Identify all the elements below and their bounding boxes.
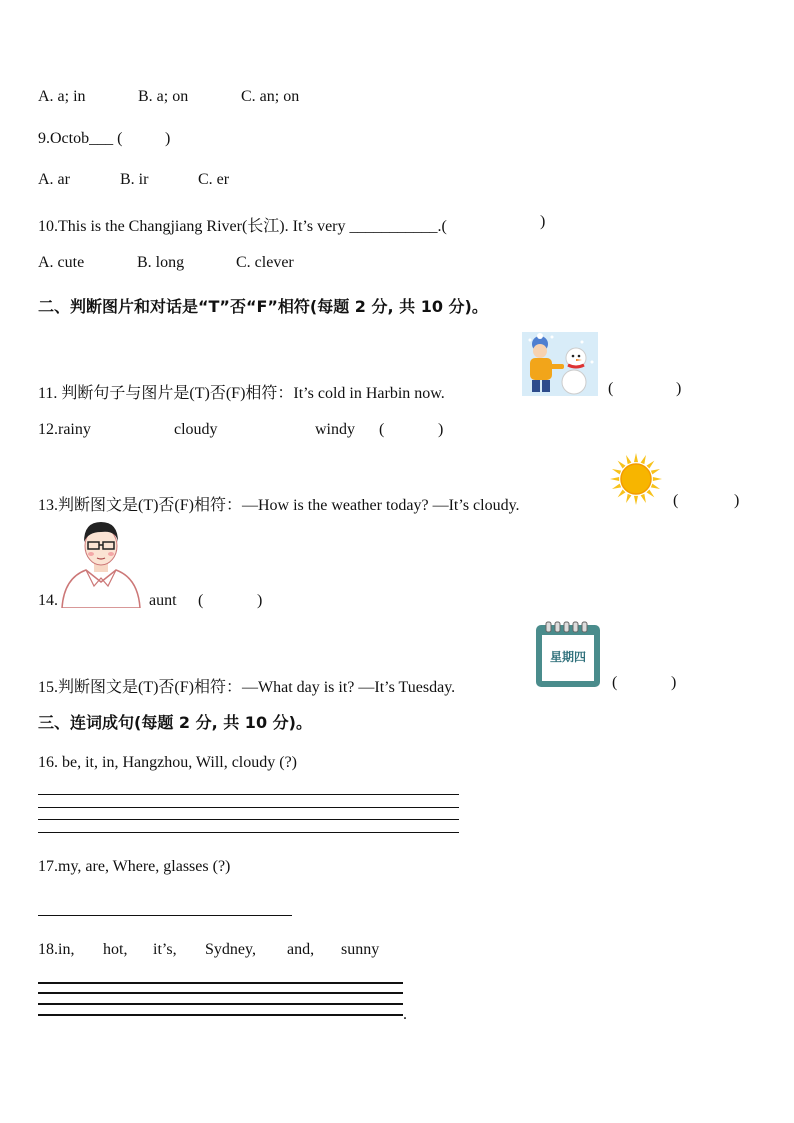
sun-image: [608, 451, 664, 507]
q16-answer-line-2[interactable]: [38, 807, 459, 808]
sun-ray: [626, 494, 631, 503]
q11-paren-open: (: [608, 380, 614, 397]
sun-ray: [618, 489, 626, 497]
section-2-title: 二、判断图片和对话是“T”否“F”相符(每题 2 分, 共 10 分)。: [38, 297, 488, 316]
snowman-child-image: [522, 332, 598, 396]
q16-answer-line-1[interactable]: [38, 794, 459, 795]
q18-word-5: and,: [287, 941, 315, 958]
q18-answer-line-3[interactable]: [38, 1003, 403, 1005]
q8-option-b: B. a; on: [138, 88, 189, 105]
q18-word-6: sunny: [341, 941, 380, 958]
q10-stem: 10.This is the Changjiang River(长江). It’s very ___________.(: [38, 218, 447, 235]
q18-word-3: it’s,: [153, 941, 177, 958]
q17-text: 17.my, are, Where, glasses (?): [38, 858, 231, 875]
q17-answer-line[interactable]: [38, 915, 292, 916]
q9-answer-close: ): [165, 130, 171, 147]
sun-ray: [612, 484, 621, 489]
snowman-icon: [522, 332, 598, 396]
q12-word-cloudy: cloudy: [174, 421, 218, 438]
q9-option-c: C. er: [198, 171, 230, 188]
q14-paren-close: ): [257, 592, 263, 609]
q13-paren-close: ): [734, 492, 740, 509]
calendar-image: [535, 621, 601, 688]
q16-answer-line-4[interactable]: [38, 832, 459, 833]
q18-answer-line-1[interactable]: [38, 982, 403, 984]
sun-ray: [646, 489, 654, 497]
q11-text: 11. 判断句子与图片是(T)否(F)相符：It’s cold in Harbin now.: [38, 385, 445, 402]
q12-word-rainy: 12.rainy: [38, 421, 91, 438]
section-3-title: 三、连词成句(每题 2 分, 共 10 分)。: [38, 713, 312, 732]
q16-text: 16. be, it, in, Hangzhou, Will, cloudy (?): [38, 754, 298, 771]
sun-ray: [626, 455, 631, 464]
q15-paren-open: (: [612, 674, 618, 691]
q18-word-1: 18.in,: [38, 941, 75, 958]
q9-option-a: A. ar: [38, 171, 70, 188]
sun-ray: [610, 477, 619, 481]
q18-answer-line-2[interactable]: [38, 992, 403, 994]
sun-icon: [608, 451, 664, 507]
q10-answer-close: ): [540, 213, 546, 230]
q18-answer-line-4[interactable]: [38, 1014, 403, 1016]
q9-option-b: B. ir: [120, 171, 149, 188]
q8-option-c: C. an; on: [241, 88, 300, 105]
q12-word-windy: windy: [315, 421, 355, 438]
man-with-glasses-image: [60, 514, 142, 608]
q8-option-a: A. a; in: [38, 88, 86, 105]
q10-option-c: C. clever: [236, 254, 294, 271]
q13-paren-open: (: [673, 492, 679, 509]
calendar-label: 星期四: [549, 650, 586, 664]
sun-ray: [641, 494, 646, 503]
q10-option-a: A. cute: [38, 254, 85, 271]
q11-paren-close: ): [676, 380, 682, 397]
sun-ray: [634, 453, 638, 462]
q12-paren-open: (: [379, 421, 385, 438]
q10-option-b: B. long: [137, 254, 185, 271]
q14-paren-open: (: [198, 592, 204, 609]
sun-ray: [651, 484, 660, 489]
man-icon: [60, 514, 142, 608]
sun-ray: [651, 469, 660, 474]
q18-word-4: Sydney,: [205, 941, 256, 958]
q15-paren-close: ): [671, 674, 677, 691]
sun-ray: [612, 469, 621, 474]
sun-ray: [618, 461, 626, 469]
q18-word-2: hot,: [103, 941, 128, 958]
q18-period: .: [403, 1006, 407, 1023]
q9-stem: 9.Octob___ (: [38, 130, 123, 147]
q14-word: aunt: [149, 592, 177, 609]
q12-paren-close: ): [438, 421, 444, 438]
sun-ray: [641, 455, 646, 464]
sun-ray: [634, 496, 638, 505]
q13-text: 13.判断图文是(T)否(F)相符：—How is the weather today? —It’s cloudy.: [38, 497, 520, 514]
sun-ray: [653, 477, 662, 481]
q16-answer-line-3[interactable]: [38, 819, 459, 820]
q15-text: 15.判断图文是(T)否(F)相符：—What day is it? —It’s Tuesday.: [38, 679, 456, 696]
q14-number: 14.: [38, 592, 58, 609]
sun-ray: [646, 461, 654, 469]
